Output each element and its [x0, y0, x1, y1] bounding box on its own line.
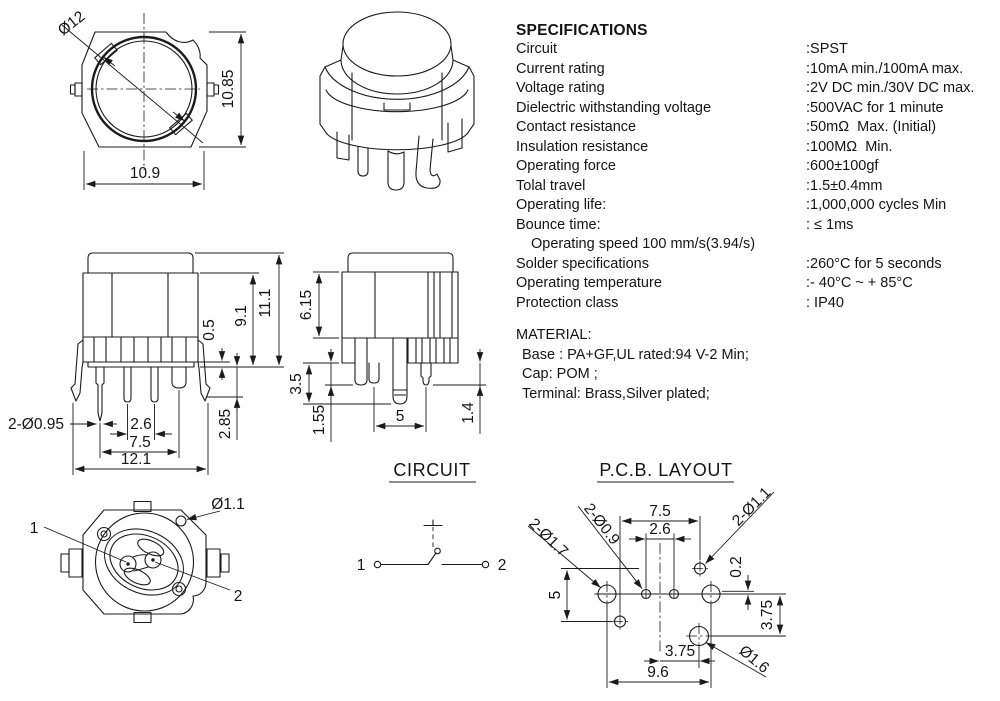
spec-row: [516, 79, 1000, 99]
dim-pin-pitch-inner: 2.6: [130, 416, 152, 433]
circuit-title: CIRCUIT: [393, 460, 471, 480]
spec-value: :- 40°C ~ + 85°C: [806, 275, 913, 291]
spec-label: Operating life:: [516, 197, 607, 213]
dim-standoff: 0.5: [201, 319, 218, 341]
pcb-dim-pitch-inner: 2.6: [649, 521, 671, 538]
pcb-label-center-hole: Ø1.6: [735, 642, 773, 677]
spec-label: Insulation resistance: [516, 138, 649, 155]
specifications-section: [516, 22, 1000, 313]
spec-label: Operating force: [516, 158, 616, 174]
pcb-label-holes-small: 2-Ø0.9: [580, 500, 623, 549]
spec-value: :SPST: [806, 41, 848, 57]
spec-row: [516, 235, 1000, 255]
material-section: [516, 326, 749, 404]
spec-value: :100MΩ Min.: [806, 138, 893, 155]
dim-body-width: 10.9: [129, 165, 161, 182]
circuit-terminal-1: 1: [356, 557, 366, 574]
spec-row: [516, 138, 1000, 158]
spec-label: Protection class: [516, 294, 619, 311]
spec-value: :2V DC min./30V DC max.: [806, 80, 975, 96]
spec-value: : ≤ 1ms: [806, 216, 854, 233]
spec-value: :500VAC for 1 minute: [806, 99, 944, 116]
front-view: [8, 253, 284, 475]
spec-label: Solder specifications: [516, 255, 649, 272]
dim-cap-diameter: Ø12: [54, 7, 89, 40]
specifications-title: SPECIFICATIONS: [516, 22, 648, 39]
dim-body-height: 10.85: [220, 69, 237, 109]
spec-value: :260°C for 5 seconds: [806, 255, 942, 272]
spec-row: [516, 118, 1000, 138]
circuit-terminal-2: 2: [497, 557, 507, 574]
pcb-label-holes-mount: 2-Ø1.1: [729, 484, 775, 530]
dim-pin-length: 1.55: [311, 404, 328, 436]
pcb-dim-offset: 0.2: [728, 556, 745, 578]
spec-row: [516, 216, 1000, 236]
dim-pin-pitch: 7.5: [129, 434, 151, 451]
spec-label: Dielectric withstanding voltage: [516, 99, 712, 116]
top-view: [55, 8, 246, 190]
spec-row: [516, 196, 1000, 216]
dim-side-pin-pitch: 5: [395, 408, 405, 425]
spec-row: [516, 177, 1000, 197]
spec-value: :50mΩ Max. (Initial): [806, 119, 937, 135]
pcb-dim-pitch-y: 5: [547, 590, 564, 600]
material-line: Terminal: Brass,Silver plated;: [522, 385, 710, 402]
spec-value: :1.5±0.4mm: [806, 177, 883, 194]
spec-label: Contact resistance: [516, 119, 637, 135]
perspective-view: [320, 12, 474, 190]
material-line: Base : PA+GF,UL rated:94 V-2 Min;: [522, 346, 749, 363]
spec-value: : IP40: [806, 294, 844, 311]
dim-pin-diameter: 2-Ø0.95: [8, 416, 65, 433]
pcb-dim-overall-width: 9.6: [647, 664, 669, 681]
dim-pin-length-right: 1.4: [460, 402, 477, 424]
spec-label: Operating speed 100 mm/s(3.94/s): [531, 236, 756, 252]
spec-value: :1,000,000 cycles Min: [806, 197, 947, 213]
circuit-diagram: [357, 460, 507, 574]
spec-label: Current rating: [516, 60, 605, 77]
terminal-1-label: 1: [29, 520, 39, 537]
dim-overall-width: 12.1: [120, 451, 152, 468]
spec-row: [516, 99, 1000, 119]
pcb-title: P.C.B. LAYOUT: [599, 460, 733, 480]
spec-label: Bounce time:: [516, 216, 601, 233]
pcb-label-holes-large: 2-Ø1.7: [525, 515, 572, 561]
spec-label: Operating temperature: [516, 275, 662, 291]
pcb-dim-center-offset: 3.75: [664, 643, 696, 660]
spec-label: Tolal travel: [516, 177, 586, 194]
spec-label: Voltage rating: [516, 80, 605, 96]
index-hole: [176, 516, 186, 526]
pcb-layout: [525, 460, 786, 688]
spec-row: [516, 274, 1000, 294]
spec-value: :10mA min./100mA max.: [806, 60, 964, 77]
dim-index-hole: Ø1.1: [211, 496, 245, 513]
spec-row: [516, 40, 1000, 60]
pcb-dim-pitch-x: 7.5: [649, 503, 671, 520]
dim-body-height: 9.1: [233, 305, 250, 327]
spec-row: [516, 157, 1000, 177]
material-title: MATERIAL:: [516, 327, 592, 343]
dim-total-height: 11.1: [257, 288, 274, 318]
spec-row: [516, 255, 1000, 275]
spec-row: [516, 294, 1000, 314]
dim-post-length: 3.5: [288, 373, 305, 395]
pcb-dim-side-offset: 3.75: [759, 599, 776, 631]
spec-label: Circuit: [516, 41, 558, 57]
bottom-view: [30, 496, 245, 623]
dim-side-body-height: 6.15: [298, 289, 315, 321]
side-view: [288, 253, 486, 442]
spec-row: [516, 60, 1000, 80]
dim-claw-depth: 2.85: [217, 408, 234, 440]
material-line: Cap: POM ;: [522, 366, 598, 382]
terminal-2-label: 2: [233, 588, 243, 605]
spec-value: :600±100gf: [806, 158, 879, 174]
